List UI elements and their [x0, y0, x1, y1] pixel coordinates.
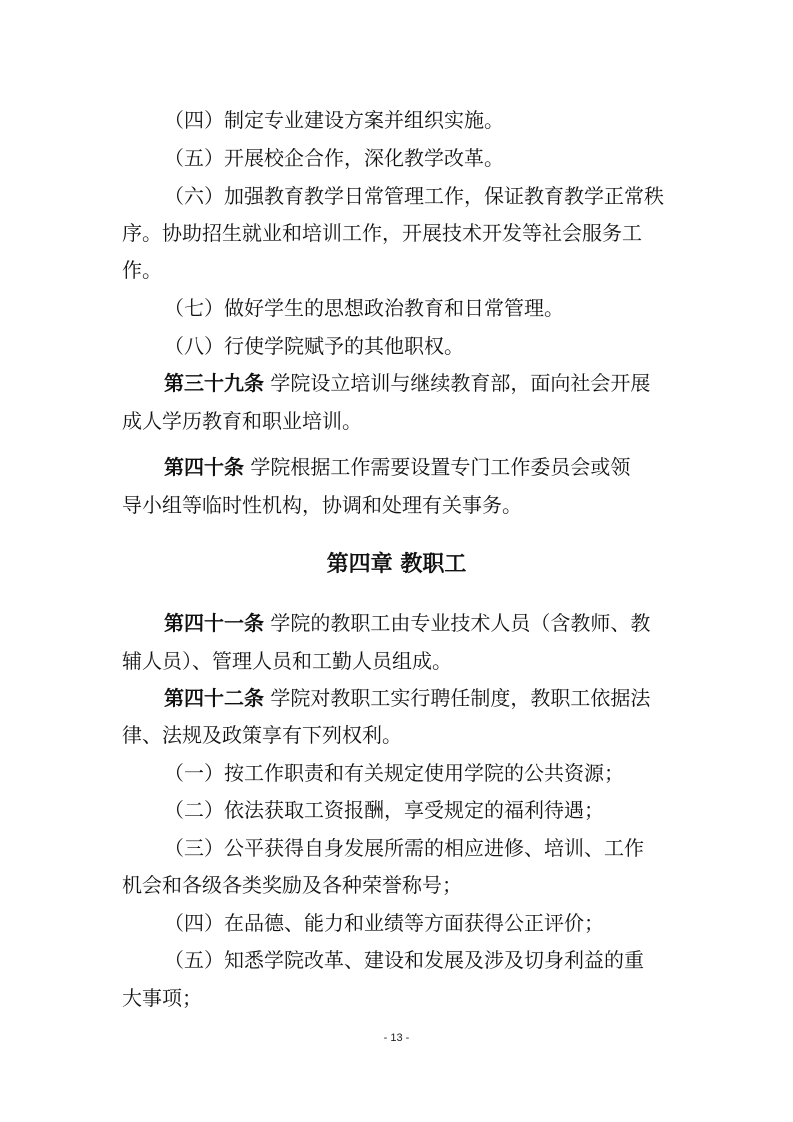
article-42-first-line — [164, 686, 650, 710]
article-40-heading: 第四十条 — [164, 455, 244, 479]
page-number: - 13 - — [383, 1032, 410, 1044]
article-40-first-line — [164, 455, 630, 479]
article-42-heading: 第四十二条 — [164, 686, 264, 710]
chapter-title: 第四章 教职工 — [326, 552, 467, 577]
text-line: （七）做好学生的思想政治教育和日常管理。 — [164, 296, 564, 320]
text-line: 作。 — [122, 258, 162, 282]
text-line: （五）知悉学院改革、建设和发展及涉及切身利益的重 — [164, 948, 644, 972]
text-line: 成人学历教育和职业培训。 — [122, 409, 362, 433]
article-39-text: 学院设立培训与继续教育部，面向社会开展 — [270, 371, 651, 395]
text-line: （一）按工作职责和有关规定使用学院的公共资源； — [164, 761, 624, 785]
text-line: （八）行使学院赋予的其他职权。 — [164, 334, 464, 358]
text-line: 机会和各级各类奖励及各种荣誉称号； — [122, 873, 462, 897]
text-line: （二）依法获取工资报酬，享受规定的福利待遇； — [164, 798, 604, 822]
article-41-text: 学院的教职工由专业技术人员（含教师、教 — [270, 611, 651, 635]
article-41-heading: 第四十一条 — [164, 611, 264, 635]
text-line: 导小组等临时性机构，协调和处理有关事务。 — [122, 493, 522, 517]
text-line: 辅人员）、管理人员和工勤人员组成。 — [122, 649, 452, 673]
text-line: 大事项； — [122, 986, 202, 1010]
text-line: 律、法规及政策享有下列权利。 — [122, 723, 402, 747]
article-41-first-line — [164, 611, 650, 635]
article-39-first-line — [164, 371, 650, 395]
article-42-text: 学院对教职工实行聘任制度，教职工依据法 — [270, 686, 651, 710]
text-line: （五）开展校企合作，深化教学改革。 — [164, 146, 504, 170]
text-line: （三）公平获得自身发展所需的相应进修、培训、工作 — [164, 836, 644, 860]
text-line: （四）制定专业建设方案并组织实施。 — [164, 108, 504, 132]
text-line: （六）加强教育教学日常管理工作，保证教育教学正常秩 — [164, 184, 664, 208]
article-39-heading: 第三十九条 — [164, 371, 264, 395]
text-line: （四）在品德、能力和业绩等方面获得公正评价； — [164, 911, 604, 935]
article-40-text: 学院根据工作需要设置专门工作委员会或领 — [250, 455, 631, 479]
text-line: 序。协助招生就业和培训工作，开展技术开发等社会服务工 — [122, 221, 642, 245]
